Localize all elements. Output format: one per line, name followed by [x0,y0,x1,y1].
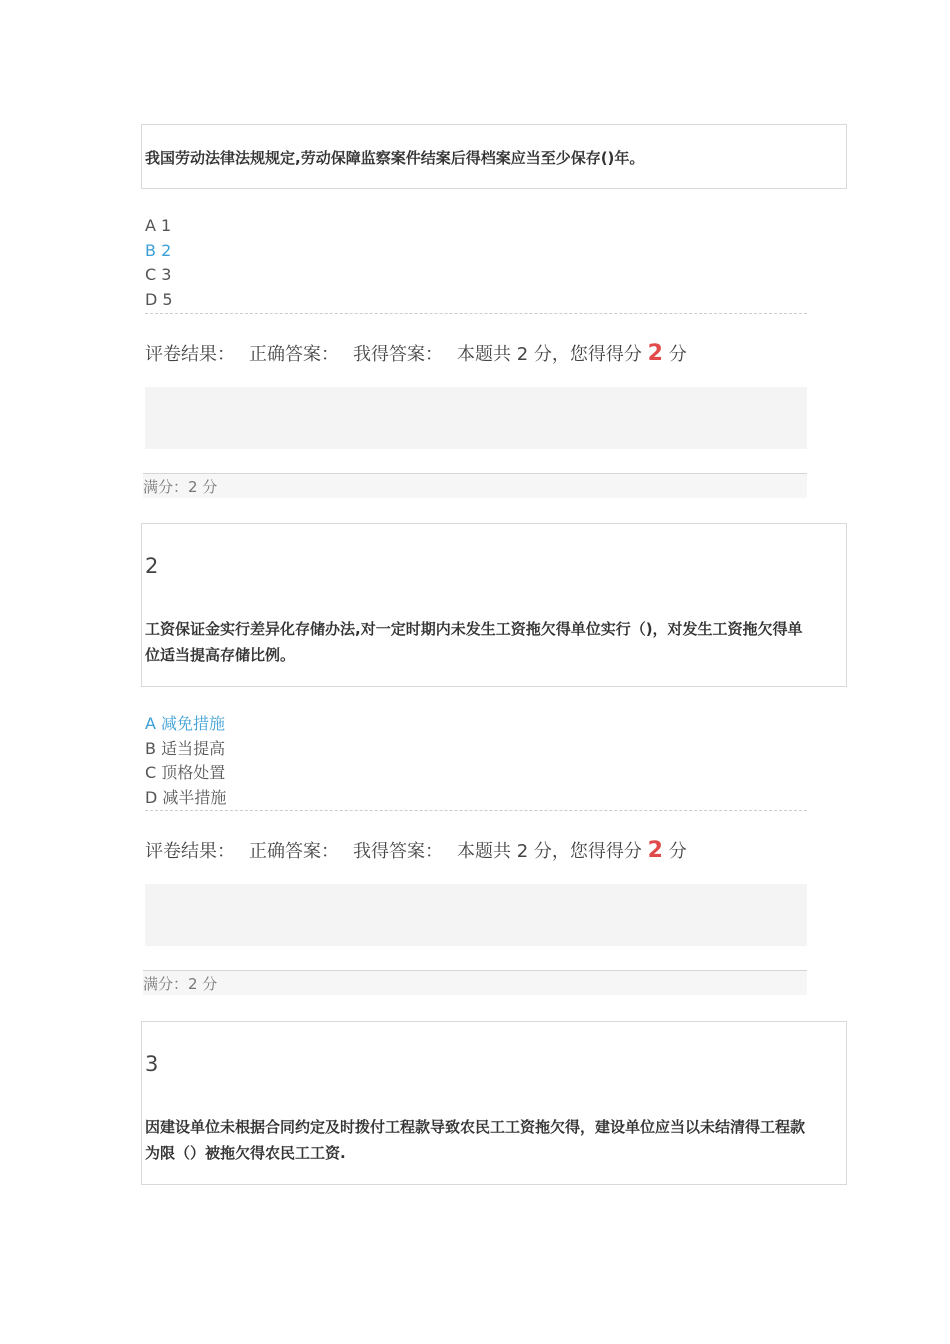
divider [145,313,807,314]
question-2-options [145,712,226,811]
option-d[interactable]: D 5 [145,290,173,310]
score-value: 2 [647,838,663,863]
my-answer-label: 我得答案： [353,841,443,862]
score-unit: 分 [668,344,687,365]
grading-result [145,837,687,863]
answer-analysis-box [145,387,807,449]
question-1-options [145,214,173,313]
question-number: 3 [145,1052,159,1076]
question-1-box [141,124,847,189]
option-b[interactable]: B 适当提高 [145,738,226,758]
result-label: 评卷结果： [145,841,235,862]
full-score: 满分：2 分 [143,473,807,498]
grading-result [145,340,687,366]
my-answer-label: 我得答案： [353,344,443,365]
question-3-box [141,1021,847,1185]
option-b[interactable]: B 2 [145,240,172,260]
option-c[interactable]: C 顶格处置 [145,763,226,783]
option-a[interactable]: A 1 [145,216,172,235]
correct-answer-label: 正确答案： [249,344,339,365]
score-value: 2 [647,341,663,366]
question-3-text: 因建设单位未根据合同约定及时拨付工程款导致农民工工资拖欠得，建设单位应当以未结清得工程款为限（）被拖欠得农民工工资. [145,1118,806,1162]
question-2-box [141,523,847,687]
question-1-text: 我国劳动法律法规规定,劳动保障监察案件结案后得档案应当至少保存()年。 [145,149,645,167]
full-score: 满分：2 分 [143,970,807,995]
result-label: 评卷结果： [145,344,235,365]
divider [145,810,807,811]
question-2-text: 工资保证金实行差异化存储办法,对一定时期内未发生工资拖欠得单位实行（)，对发生工资拖欠得单位适当提高存储比例。 [145,620,803,664]
question-number: 2 [145,554,159,578]
correct-answer-label: 正确答案： [249,841,339,862]
option-a[interactable]: A 减免措施 [145,714,226,733]
answer-analysis-box [145,884,807,946]
total-text: 本题共 2 分，您得得分 [457,344,642,365]
total-text: 本题共 2 分，您得得分 [457,841,642,862]
option-c[interactable]: C 3 [145,265,172,285]
option-d[interactable]: D 减半措施 [145,788,227,808]
score-unit: 分 [668,841,687,862]
